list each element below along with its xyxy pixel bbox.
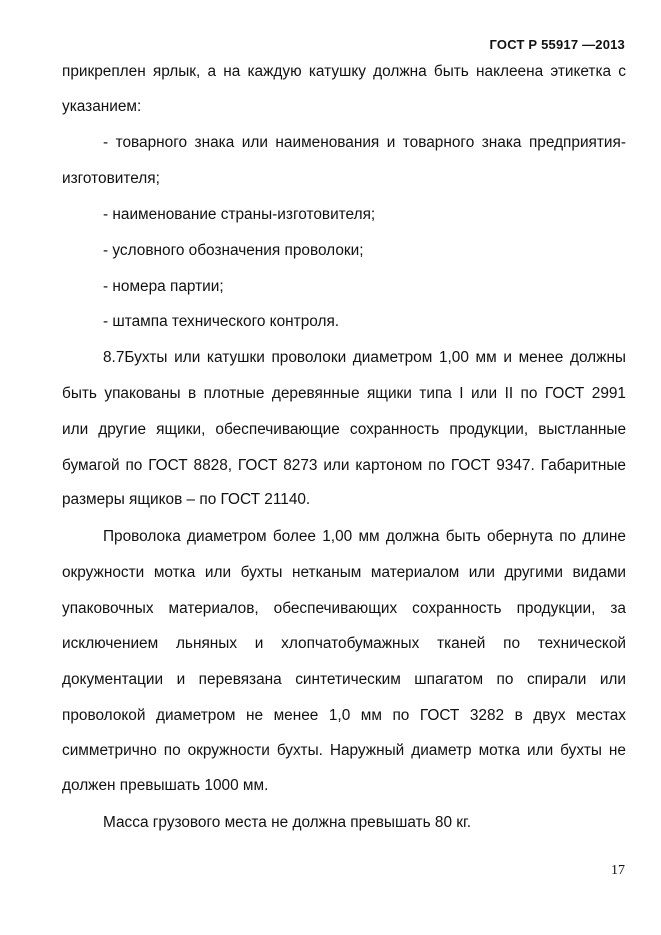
text-line: проволокой диаметром не менее 1,0 мм по ГОСТ 3282 в двух местах [62, 707, 626, 724]
text-line: упаковочных материалов, обеспечивающих сохранность продукции, за [62, 600, 626, 617]
text-line: должен превышать 1000 мм. [62, 777, 269, 794]
page-number: 17 [611, 863, 625, 878]
text-line: быть упакованы в плотные деревянные ящики типа I или II по ГОСТ 2991 [62, 385, 626, 402]
text-line: или другие ящики, обеспечивающие сохранность продукции, выстланные [62, 421, 626, 438]
text-line: симметрично по окружности бухты. Наружный диаметр мотка или бухты не [62, 742, 626, 759]
list-item: - номера партии; [103, 278, 224, 295]
text-line: документации и перевязана синтетическим шпагатом по спирали или [62, 671, 626, 688]
paragraph-first-line: Проволока диаметром более 1,00 мм должна быть обернута по длине [103, 528, 626, 545]
text-line: указанием: [62, 98, 142, 115]
list-item: - условного обозначения проволоки; [103, 242, 364, 259]
text-line: исключением льняных и хлопчатобумажных тканей по технической [62, 635, 626, 652]
text-line: размеры ящиков – по ГОСТ 21140. [62, 491, 311, 508]
paragraph-first-line: 8.7Бухты или катушки проволоки диаметром 1,00 мм и менее должны [103, 349, 626, 366]
list-item: - наименование страны-изготовителя; [103, 206, 376, 223]
text-line: окружности мотка или бухты нетканым материалом или другими видами [62, 564, 626, 581]
list-item: - штампа технического контроля. [103, 313, 340, 330]
list-item: - товарного знака или наименования и товарного знака предприятия- [103, 134, 626, 151]
text-line: изготовителя; [62, 170, 160, 187]
text-line: прикреплен ярлык, а на каждую катушку должна быть наклеена этикетка с [62, 63, 626, 80]
document-code-header: ГОСТ Р 55917 —2013 [489, 37, 625, 52]
paragraph-first-line: Масса грузового места не должна превышать 80 кг. [103, 814, 472, 831]
text-line: бумагой по ГОСТ 8828, ГОСТ 8273 или картоном по ГОСТ 9347. Габаритные [62, 457, 626, 474]
